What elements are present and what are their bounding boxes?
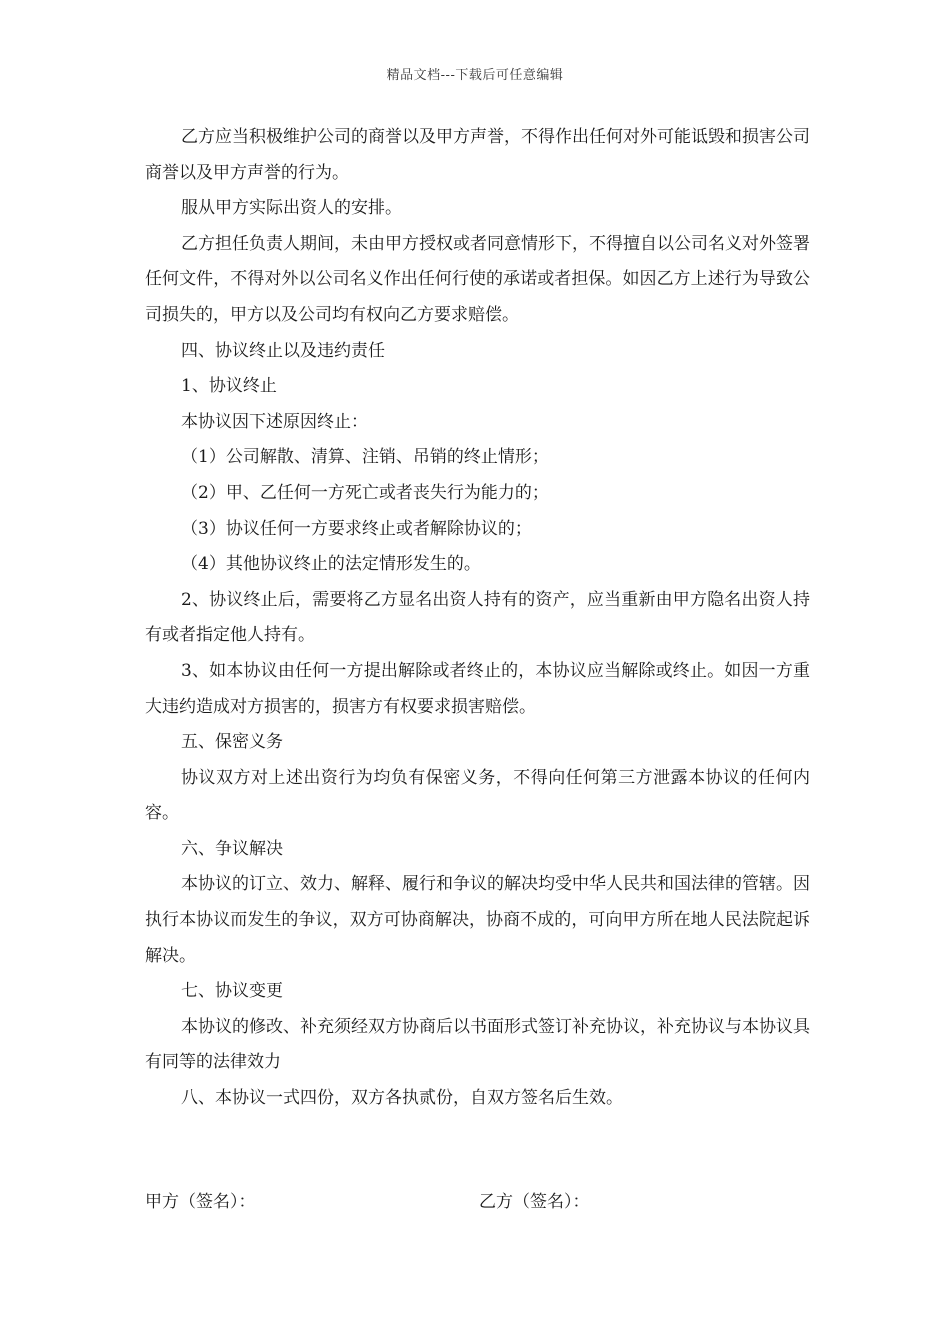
paragraph-breach: 3、如本协议由任何一方提出解除或者终止的，本协议应当解除或终止。如因一方重大违约造成对方损害的，损害方有权要求损害赔偿。 (145, 660, 810, 717)
paragraph-reputation: 乙方应当积极维护公司的商誉以及甲方声誉，不得作出任何对外可能诋毁和损害公司商誉以及甲方声誉的行为。 (145, 127, 810, 183)
signature-block (145, 1184, 810, 1220)
document-body (145, 120, 810, 1117)
party-b-signature-label: 乙方（签名）： (479, 1192, 590, 1212)
paragraph-copies: 八、本协议一式四份，双方各执贰份，自双方签名后生效。 (181, 1088, 623, 1109)
section-heading-confidentiality: 五、保密义务 (181, 732, 283, 753)
paragraph-termination-reasons: 本协议因下述原因终止： (181, 411, 368, 432)
list-item-termination-3: （3）协议任何一方要求终止或者解除协议的； (181, 518, 532, 539)
paragraph-confidentiality: 协议双方对上述出资行为均负有保密义务，不得向任何第三方泄露本协议的任何内容。 (145, 767, 810, 824)
list-item-termination-4: （4）其他协议终止的法定情形发生的。 (181, 554, 481, 575)
list-item-termination-2: （2）甲、乙任何一方死亡或者丧失行为能力的； (181, 482, 549, 503)
subsection-heading-termination: 1、协议终止 (181, 376, 277, 397)
paragraph-dispute: 本协议的订立、效力、解释、履行和争议的解决均受中华人民共和国法律的管辖。因执行本协议而发生的争议，双方可协商解决，协商不成的，可向甲方所在地人民法院起诉解决。 (145, 874, 810, 966)
paragraph-obey-arrangement: 服从甲方实际出资人的安排。 (181, 198, 402, 219)
section-heading-amendment: 七、协议变更 (181, 981, 283, 1002)
list-item-termination-1: （1）公司解散、清算、注销、吊销的终止情形； (181, 447, 549, 468)
paragraph-amendment: 本协议的修改、补充须经双方协商后以书面形式签订补充协议，补充协议与本协议具有同等的法律效力 (145, 1016, 810, 1073)
paragraph-authorization: 乙方担任负责人期间，未由甲方授权或者同意情形下，不得擅自以公司名义对外签署任何文件，不得对外以公司名义作出任何行使的承诺或者担保。如因乙方上述行为导致公司损失的，甲方以及公司均有权向乙方要求赔偿。 (145, 233, 810, 325)
page-header: 精品文档---下载后可任意编辑 (386, 68, 564, 83)
section-heading-dispute: 六、争议解决 (181, 838, 283, 859)
section-heading-termination: 四、协议终止以及违约责任 (181, 340, 385, 361)
party-a-signature-label: 甲方（签名）： (145, 1192, 256, 1212)
paragraph-after-termination: 2、协议终止后，需要将乙方显名出资人持有的资产，应当重新由甲方隐名出资人持有或者指定他人持有。 (145, 589, 810, 646)
